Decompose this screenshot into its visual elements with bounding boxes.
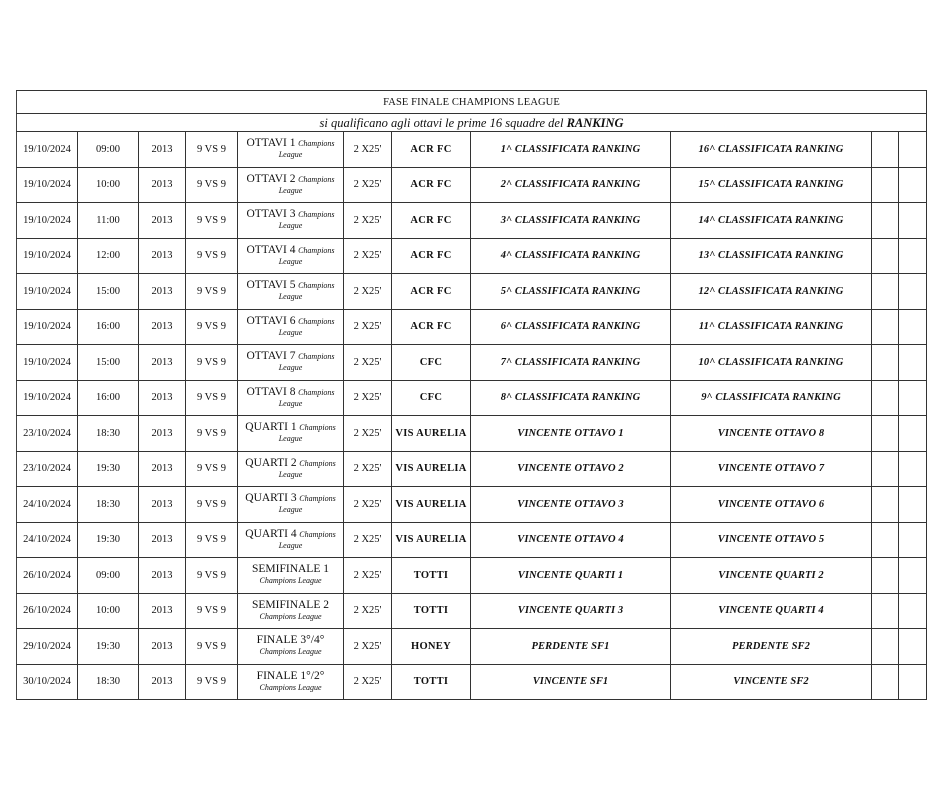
game-format: 9 VS 9 (186, 522, 238, 558)
match-name: SEMIFINALE 1 (252, 563, 329, 576)
match-time: 12:00 (78, 238, 139, 274)
match-time: 16:00 (78, 380, 139, 416)
home-score-cell (872, 558, 899, 594)
away-team: 14^ CLASSIFICATA RANKING (671, 203, 872, 239)
match-duration: 2 X25' (344, 132, 392, 168)
match-time: 09:00 (78, 132, 139, 168)
away-team: VINCENTE SF2 (671, 664, 872, 700)
match-date: 24/10/2024 (17, 522, 78, 558)
birth-year: 2013 (139, 309, 186, 345)
table-row (17, 664, 927, 700)
away-score-cell (899, 203, 927, 239)
home-team: 1^ CLASSIFICATA RANKING (471, 132, 671, 168)
subtitle-row (17, 114, 927, 132)
match-time: 15:00 (78, 274, 139, 310)
away-team: VINCENTE OTTAVO 5 (671, 522, 872, 558)
table-row (17, 522, 927, 558)
home-score-cell (872, 487, 899, 523)
table-row (17, 593, 927, 629)
away-score-cell (899, 345, 927, 381)
match-field: TOTTI (392, 558, 471, 594)
match-competition: Champions League (278, 529, 336, 550)
match-date: 19/10/2024 (17, 309, 78, 345)
home-team: 7^ CLASSIFICATA RANKING (471, 345, 671, 381)
home-score-cell (872, 167, 899, 203)
table-row (17, 203, 927, 239)
match-name: OTTAVI 1 (246, 137, 296, 150)
game-format: 9 VS 9 (186, 132, 238, 168)
home-score-cell (872, 345, 899, 381)
match-competition: Champions League (278, 423, 336, 444)
game-format: 9 VS 9 (186, 487, 238, 523)
game-format: 9 VS 9 (186, 629, 238, 665)
birth-year: 2013 (139, 522, 186, 558)
match-field: CFC (392, 345, 471, 381)
match-competition: Champions League (278, 210, 335, 231)
match-field: TOTTI (392, 664, 471, 700)
home-score-cell (872, 309, 899, 345)
home-team: 3^ CLASSIFICATA RANKING (471, 203, 671, 239)
home-team: VINCENTE OTTAVO 4 (471, 522, 671, 558)
match-field: HONEY (392, 629, 471, 665)
match-label (238, 345, 344, 381)
match-field: TOTTI (392, 593, 471, 629)
match-label (238, 167, 344, 203)
match-name: OTTAVI 4 (246, 243, 296, 256)
match-duration: 2 X25' (344, 487, 392, 523)
game-format: 9 VS 9 (186, 309, 238, 345)
home-score-cell (872, 380, 899, 416)
home-team: 5^ CLASSIFICATA RANKING (471, 274, 671, 310)
match-time: 16:00 (78, 309, 139, 345)
table-row (17, 167, 927, 203)
away-score-cell (899, 167, 927, 203)
away-team: 9^ CLASSIFICATA RANKING (671, 380, 872, 416)
match-competition: Champions League (278, 352, 335, 373)
table-subtitle (17, 114, 927, 132)
table-row (17, 451, 927, 487)
away-team: 16^ CLASSIFICATA RANKING (671, 132, 872, 168)
match-time: 10:00 (78, 167, 139, 203)
birth-year: 2013 (139, 345, 186, 381)
away-team: 13^ CLASSIFICATA RANKING (671, 238, 872, 274)
away-score-cell (899, 487, 927, 523)
away-team: VINCENTE QUARTI 4 (671, 593, 872, 629)
birth-year: 2013 (139, 451, 186, 487)
match-competition: Champions League (278, 458, 336, 479)
match-duration: 2 X25' (344, 451, 392, 487)
match-name: QUARTI 2 (245, 456, 297, 469)
table-row (17, 380, 927, 416)
match-time: 11:00 (78, 203, 139, 239)
away-score-cell (899, 451, 927, 487)
birth-year: 2013 (139, 558, 186, 594)
table-title: FASE FINALE CHAMPIONS LEAGUE (17, 91, 927, 114)
match-label (238, 629, 344, 665)
match-field: ACR FC (392, 309, 471, 345)
match-duration: 2 X25' (344, 167, 392, 203)
birth-year: 2013 (139, 132, 186, 168)
match-time: 19:30 (78, 629, 139, 665)
birth-year: 2013 (139, 629, 186, 665)
game-format: 9 VS 9 (186, 558, 238, 594)
match-date: 19/10/2024 (17, 345, 78, 381)
match-date: 29/10/2024 (17, 629, 78, 665)
match-time: 18:30 (78, 487, 139, 523)
home-score-cell (872, 664, 899, 700)
match-time: 09:00 (78, 558, 139, 594)
match-duration: 2 X25' (344, 309, 392, 345)
table-row (17, 487, 927, 523)
match-date: 30/10/2024 (17, 664, 78, 700)
match-field: VIS AURELIA (392, 487, 471, 523)
away-team: PERDENTE SF2 (671, 629, 872, 665)
home-team: 6^ CLASSIFICATA RANKING (471, 309, 671, 345)
game-format: 9 VS 9 (186, 593, 238, 629)
game-format: 9 VS 9 (186, 380, 238, 416)
home-score-cell (872, 274, 899, 310)
game-format: 9 VS 9 (186, 416, 238, 452)
match-name: FINALE 1°/2° (256, 669, 325, 682)
match-name: OTTAVI 7 (246, 350, 296, 363)
match-duration: 2 X25' (344, 203, 392, 239)
match-competition: Champions League (259, 647, 322, 657)
match-label (238, 451, 344, 487)
match-field: VIS AURELIA (392, 451, 471, 487)
away-score-cell (899, 629, 927, 665)
game-format: 9 VS 9 (186, 345, 238, 381)
away-score-cell (899, 274, 927, 310)
match-label (238, 238, 344, 274)
home-team: 8^ CLASSIFICATA RANKING (471, 380, 671, 416)
away-team: VINCENTE OTTAVO 8 (671, 416, 872, 452)
match-label (238, 664, 344, 700)
birth-year: 2013 (139, 664, 186, 700)
table-row (17, 345, 927, 381)
match-name: OTTAVI 5 (246, 279, 296, 292)
match-label (238, 593, 344, 629)
match-field: ACR FC (392, 167, 471, 203)
home-score-cell (872, 416, 899, 452)
match-time: 18:30 (78, 664, 139, 700)
table-row (17, 416, 927, 452)
home-team: 4^ CLASSIFICATA RANKING (471, 238, 671, 274)
match-name: OTTAVI 2 (246, 172, 296, 185)
birth-year: 2013 (139, 380, 186, 416)
match-name: SEMIFINALE 2 (252, 598, 329, 611)
match-competition: Champions League (278, 245, 335, 266)
match-label (238, 487, 344, 523)
match-competition: Champions League (278, 174, 335, 195)
birth-year: 2013 (139, 416, 186, 452)
match-name: OTTAVI 3 (246, 208, 296, 221)
home-score-cell (872, 629, 899, 665)
table-row (17, 132, 927, 168)
match-name: QUARTI 4 (245, 527, 297, 540)
away-score-cell (899, 132, 927, 168)
birth-year: 2013 (139, 203, 186, 239)
match-duration: 2 X25' (344, 274, 392, 310)
match-duration: 2 X25' (344, 238, 392, 274)
home-score-cell (872, 451, 899, 487)
match-competition: Champions League (259, 682, 322, 692)
home-score-cell (872, 238, 899, 274)
match-field: ACR FC (392, 203, 471, 239)
birth-year: 2013 (139, 167, 186, 203)
birth-year: 2013 (139, 274, 186, 310)
away-score-cell (899, 416, 927, 452)
match-field: ACR FC (392, 132, 471, 168)
match-field: CFC (392, 380, 471, 416)
home-team: 2^ CLASSIFICATA RANKING (471, 167, 671, 203)
home-team: PERDENTE SF1 (471, 629, 671, 665)
table-row (17, 274, 927, 310)
match-label (238, 380, 344, 416)
home-score-cell (872, 203, 899, 239)
match-time: 19:30 (78, 522, 139, 558)
title-row (17, 91, 927, 114)
match-name: OTTAVI 6 (246, 314, 296, 327)
birth-year: 2013 (139, 238, 186, 274)
match-duration: 2 X25' (344, 416, 392, 452)
match-label (238, 274, 344, 310)
away-team: 15^ CLASSIFICATA RANKING (671, 167, 872, 203)
subtitle-text: si qualificano agli ottavi le prime 16 squadre del (319, 115, 564, 130)
away-score-cell (899, 558, 927, 594)
match-date: 19/10/2024 (17, 203, 78, 239)
match-field: ACR FC (392, 238, 471, 274)
away-team: 12^ CLASSIFICATA RANKING (671, 274, 872, 310)
match-competition: Champions League (278, 494, 336, 515)
match-competition: Champions League (278, 387, 335, 408)
match-name: OTTAVI 8 (246, 385, 296, 398)
game-format: 9 VS 9 (186, 274, 238, 310)
match-date: 24/10/2024 (17, 487, 78, 523)
match-duration: 2 X25' (344, 593, 392, 629)
match-duration: 2 X25' (344, 522, 392, 558)
game-format: 9 VS 9 (186, 238, 238, 274)
table-row (17, 238, 927, 274)
home-score-cell (872, 132, 899, 168)
match-time: 18:30 (78, 416, 139, 452)
away-score-cell (899, 664, 927, 700)
game-format: 9 VS 9 (186, 664, 238, 700)
home-team: VINCENTE SF1 (471, 664, 671, 700)
match-duration: 2 X25' (344, 558, 392, 594)
match-date: 19/10/2024 (17, 380, 78, 416)
match-date: 19/10/2024 (17, 167, 78, 203)
table-row (17, 558, 927, 594)
match-date: 19/10/2024 (17, 132, 78, 168)
game-format: 9 VS 9 (186, 203, 238, 239)
match-competition: Champions League (259, 611, 322, 621)
match-field: VIS AURELIA (392, 416, 471, 452)
away-team: 11^ CLASSIFICATA RANKING (671, 309, 872, 345)
match-date: 19/10/2024 (17, 238, 78, 274)
match-field: ACR FC (392, 274, 471, 310)
game-format: 9 VS 9 (186, 167, 238, 203)
match-date: 23/10/2024 (17, 416, 78, 452)
away-score-cell (899, 593, 927, 629)
home-team: VINCENTE OTTAVO 1 (471, 416, 671, 452)
match-label (238, 416, 344, 452)
match-competition: Champions League (278, 139, 335, 160)
match-duration: 2 X25' (344, 380, 392, 416)
home-score-cell (872, 522, 899, 558)
home-team: VINCENTE QUARTI 1 (471, 558, 671, 594)
away-score-cell (899, 309, 927, 345)
match-date: 23/10/2024 (17, 451, 78, 487)
match-competition: Champions League (278, 316, 335, 337)
match-name: QUARTI 3 (245, 492, 297, 505)
match-competition: Champions League (278, 281, 335, 302)
match-date: 26/10/2024 (17, 558, 78, 594)
match-duration: 2 X25' (344, 664, 392, 700)
away-team: VINCENTE OTTAVO 6 (671, 487, 872, 523)
away-team: VINCENTE OTTAVO 7 (671, 451, 872, 487)
match-duration: 2 X25' (344, 629, 392, 665)
match-date: 26/10/2024 (17, 593, 78, 629)
away-team: 10^ CLASSIFICATA RANKING (671, 345, 872, 381)
match-label (238, 309, 344, 345)
table-row (17, 309, 927, 345)
home-team: VINCENTE QUARTI 3 (471, 593, 671, 629)
schedule-table (16, 90, 927, 700)
away-score-cell (899, 522, 927, 558)
game-format: 9 VS 9 (186, 451, 238, 487)
match-duration: 2 X25' (344, 345, 392, 381)
match-date: 19/10/2024 (17, 274, 78, 310)
away-team: VINCENTE QUARTI 2 (671, 558, 872, 594)
away-score-cell (899, 238, 927, 274)
match-time: 15:00 (78, 345, 139, 381)
match-label (238, 132, 344, 168)
home-team: VINCENTE OTTAVO 3 (471, 487, 671, 523)
match-competition: Champions League (259, 576, 322, 586)
match-time: 10:00 (78, 593, 139, 629)
birth-year: 2013 (139, 593, 186, 629)
home-score-cell (872, 593, 899, 629)
match-time: 19:30 (78, 451, 139, 487)
match-label (238, 203, 344, 239)
table-row (17, 629, 927, 665)
match-name: FINALE 3°/4° (256, 634, 325, 647)
match-field: VIS AURELIA (392, 522, 471, 558)
subtitle-emphasis: RANKING (566, 115, 624, 130)
home-team: VINCENTE OTTAVO 2 (471, 451, 671, 487)
away-score-cell (899, 380, 927, 416)
match-name: QUARTI 1 (245, 421, 297, 434)
match-label (238, 522, 344, 558)
match-label (238, 558, 344, 594)
birth-year: 2013 (139, 487, 186, 523)
